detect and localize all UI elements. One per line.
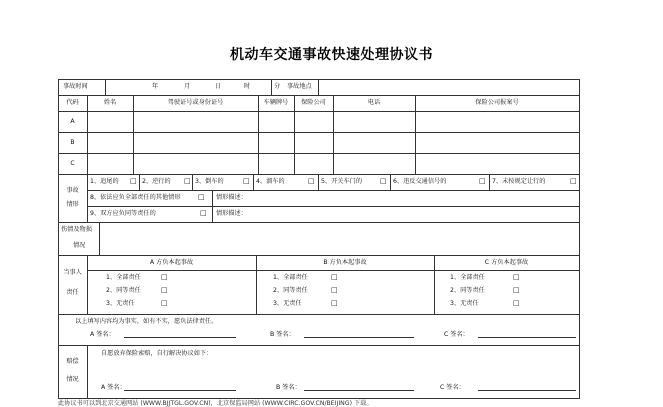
rule-situation-end [58, 222, 580, 223]
damage-label-2: 情况 [73, 242, 86, 249]
rule-time-label [105, 79, 106, 95]
rule-claim-col [87, 345, 88, 398]
a-checkbox-full[interactable]: □ [161, 273, 168, 281]
b-checkbox-equal[interactable]: □ [331, 286, 338, 294]
checkbox-door[interactable]: □ [380, 177, 387, 185]
rule-situation-1 [87, 190, 580, 191]
c-checkbox-equal[interactable]: □ [513, 286, 520, 294]
b-checkbox-none[interactable]: □ [331, 299, 338, 307]
rule-header [58, 95, 580, 96]
rule-sit-2 [192, 174, 193, 190]
rule-sit-6 [489, 174, 490, 190]
sign-line-b [304, 337, 414, 338]
party-code-b: B [70, 139, 75, 146]
time-label: 事故时间 [63, 83, 88, 90]
checkbox-other-same[interactable]: □ [200, 209, 207, 217]
checkbox-other-full[interactable]: □ [198, 193, 205, 201]
a-checkbox-none[interactable]: □ [161, 299, 168, 307]
time-day-label: 日 [215, 83, 222, 90]
time-year-label: 年 [152, 83, 159, 90]
liability-label-2: 责任 [66, 289, 79, 296]
rule-columns [58, 111, 580, 112]
situation-desc-label-2: 情形描述： [216, 210, 247, 217]
time-minute-label: 分 [274, 83, 281, 90]
claim-sign-c-label: C 签名： [440, 384, 465, 391]
liability-group-b: B 方负本起事故 [323, 259, 367, 266]
checkbox-signal[interactable]: □ [479, 177, 486, 185]
a-option-none: 3、无责任 [106, 300, 135, 307]
liability-group-a: A 方负本起事故 [149, 259, 194, 266]
rule-sit-1 [139, 174, 140, 190]
situation-label-2: 情形 [66, 201, 79, 208]
column-code: 代码 [66, 99, 79, 106]
situation-label-1: 事故 [66, 187, 79, 194]
confirm-sign-a-label: A 签名： [90, 331, 115, 338]
checkbox-reversing[interactable]: □ [243, 177, 250, 185]
situation-item-door: 5、开关车门的 [321, 178, 363, 185]
rule-left [58, 79, 59, 398]
rule-time-end [271, 79, 272, 95]
c-option-equal: 2、同等责任 [450, 287, 485, 294]
claim-sign-a-label: A 签名： [101, 384, 126, 391]
rule-sit-desc [212, 190, 213, 222]
a-option-equal: 2、同等责任 [106, 287, 141, 294]
rule-top [58, 79, 580, 80]
rule-sit-3 [253, 174, 254, 190]
b-option-none: 3、无责任 [273, 300, 302, 307]
place-label: 事故地点 [287, 83, 312, 90]
column-claim-number: 保险公司报案号 [475, 99, 519, 106]
rule-sit-4 [318, 174, 319, 190]
rule-sit-5 [390, 174, 391, 190]
claim-sign-line-c [478, 390, 576, 391]
rule-damage-label [99, 222, 100, 255]
rule-place-label [318, 79, 319, 95]
claim-statement: 自愿放弃保险索赔，自行解决协议如下： [101, 350, 213, 357]
c-option-none: 3、无责任 [450, 300, 479, 307]
liability-group-c: C 方负本起事故 [484, 259, 529, 266]
damage-label-1: 伤情及物损 [61, 226, 92, 233]
party-code-c: C [70, 160, 75, 167]
checkbox-wrong-way[interactable]: □ [184, 177, 191, 185]
confirm-sign-c-label: C 签名： [444, 331, 469, 338]
checkbox-rear-end[interactable]: □ [130, 177, 137, 185]
column-insurer: 保险公司 [301, 99, 326, 106]
rule-liability-end [58, 314, 580, 315]
column-phone: 电话 [367, 99, 381, 106]
claim-label-1: 赔偿 [66, 358, 79, 365]
claim-sign-b-label: B 签名： [276, 384, 301, 391]
situation-item-reversing: 3、倒车的 [195, 178, 224, 185]
rule-confirm-end [58, 345, 580, 346]
column-name: 姓名 [103, 99, 117, 106]
situation-item-signal: 6、违反交通信号的 [393, 178, 447, 185]
rule-groups [87, 270, 580, 271]
time-hour-label: 时 [244, 83, 251, 90]
situation-item-yield: 7、未按规定让行的 [492, 178, 546, 185]
rule-party-b [58, 153, 580, 154]
rule-party-c [58, 174, 580, 175]
situation-item-wrong-way: 2、逆行的 [142, 178, 171, 185]
claim-sign-line-a [124, 390, 236, 391]
situation-item-rolling: 4、溜车的 [256, 178, 285, 185]
c-option-full: 1、全部责任 [450, 274, 485, 281]
rule-damage-end [58, 255, 580, 256]
c-checkbox-none[interactable]: □ [513, 299, 520, 307]
checkbox-rolling[interactable]: □ [308, 177, 315, 185]
liability-label-1: 当事人 [63, 269, 82, 276]
situation-item-rear-end: 1、追尾的 [90, 178, 119, 185]
claim-label-2: 情况 [66, 376, 79, 383]
situation-other-full: 8、依法应负全部责任的其他情形 [90, 194, 181, 201]
column-license: 驾驶证号或身份证号 [167, 99, 224, 106]
download-note: 此协议书可以到北京交通网站 (WWW.BJJTGL.GOV.CN)，北京保监局网站 (WWW.CIRC.GOV.CN/BEIJING) 下载。 [58, 400, 373, 407]
a-option-full: 1、全部责任 [106, 274, 141, 281]
rule-right [579, 79, 580, 398]
checkbox-yield[interactable]: □ [570, 177, 577, 185]
b-option-equal: 2、同等责任 [273, 287, 308, 294]
document-title: 机动车交通事故快速处理协议书 [230, 47, 433, 63]
confirm-statement: 以上填写内容均为事实，如有不实，愿负法律责任。 [75, 318, 218, 325]
sign-line-a [124, 337, 236, 338]
time-month-label: 月 [184, 83, 191, 90]
rule-situation-2 [87, 206, 580, 207]
rule-situation-col [87, 174, 88, 222]
situation-other-same: 9、双方应负同等责任的 [90, 210, 156, 217]
c-checkbox-full[interactable]: □ [513, 273, 520, 281]
party-code-a: A [70, 118, 75, 125]
rule-party-a [58, 132, 580, 133]
b-option-full: 1、全部责任 [273, 274, 308, 281]
sign-line-c [478, 337, 576, 338]
situation-desc-label-1: 情形描述： [216, 194, 247, 201]
column-plate: 车辆牌号 [263, 99, 289, 106]
a-checkbox-equal[interactable]: □ [161, 286, 168, 294]
b-checkbox-full[interactable]: □ [331, 273, 338, 281]
confirm-sign-b-label: B 签名： [270, 331, 295, 338]
claim-sign-line-b [304, 390, 414, 391]
